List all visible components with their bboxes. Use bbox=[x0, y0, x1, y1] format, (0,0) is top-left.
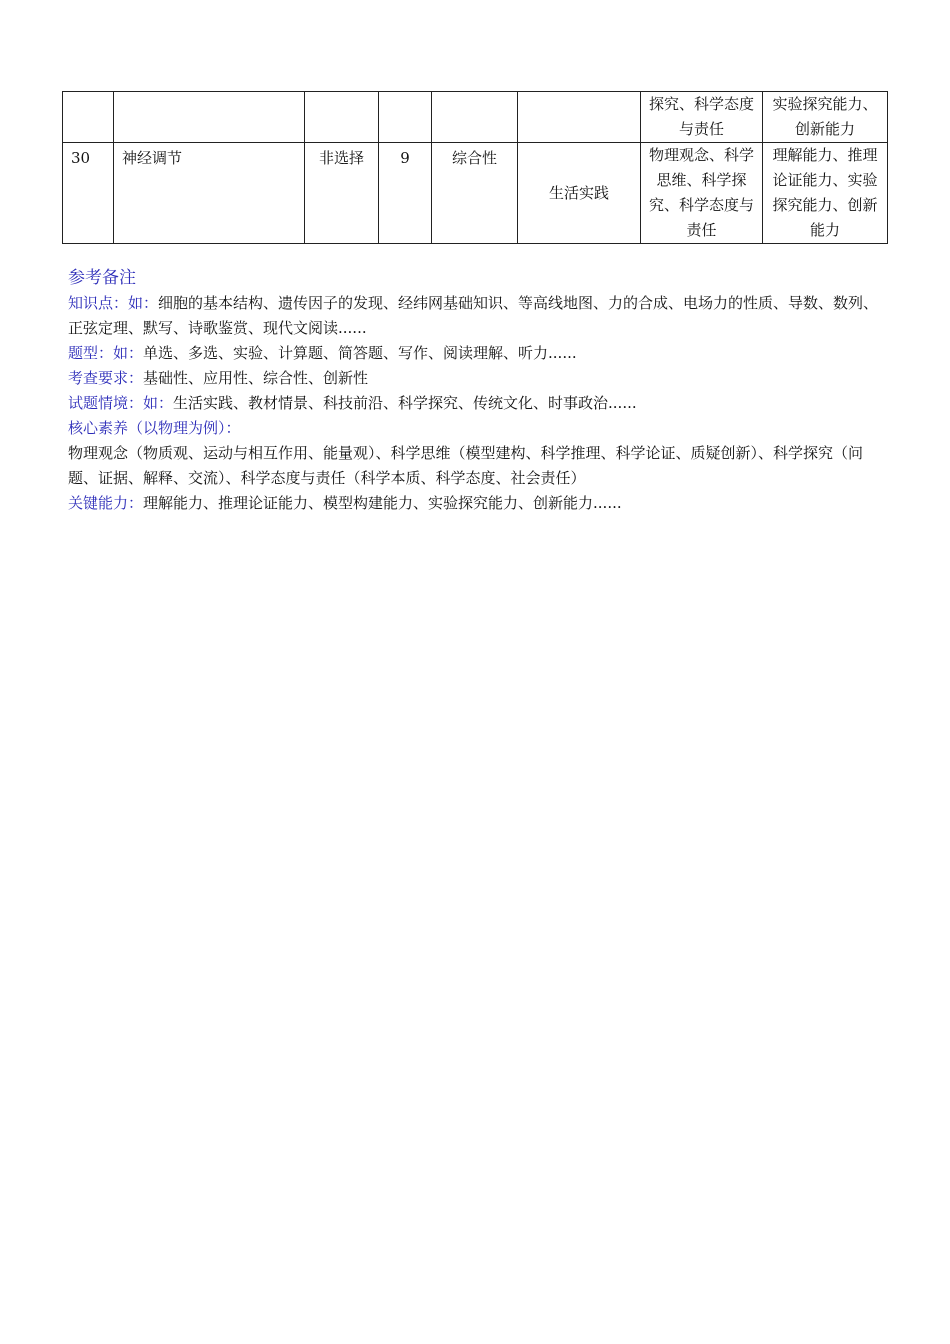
table-row bbox=[63, 143, 888, 244]
requirement-text: 基础性、应用性、综合性、创新性 bbox=[143, 369, 369, 387]
exam-spec-table bbox=[62, 91, 888, 244]
ability-label: 关键能力： bbox=[68, 494, 144, 512]
literacy-text: 物理观念（物质观、运动与相互作用、能量观）、科学思维（模型建构、科学推理、科学论证、质疑创新）、科学探究（问题、证据、解释、交流）、科学态度与责任（科学本质、科学态度、社会责任） bbox=[68, 444, 864, 487]
cell-number: 30 bbox=[63, 143, 114, 244]
cell-question-type bbox=[305, 92, 379, 143]
cell-key-ability bbox=[763, 92, 888, 143]
cell-core-literacy bbox=[641, 143, 763, 244]
cell-score: 9 bbox=[379, 143, 432, 244]
context-label: 试题情境：如： bbox=[68, 394, 174, 412]
cell-requirement bbox=[432, 92, 518, 143]
note-question-type bbox=[68, 341, 888, 366]
key-ability-text: 实验探究能力、创新能力 bbox=[772, 95, 878, 138]
cell-number bbox=[63, 92, 114, 143]
cell-context: 生活实践 bbox=[518, 143, 641, 244]
cell-core-literacy bbox=[641, 92, 763, 143]
type-label: 题型：如： bbox=[68, 344, 144, 362]
requirement-label: 考查要求： bbox=[68, 369, 144, 387]
table-row bbox=[63, 92, 888, 143]
literacy-label: 核心素养（以物理为例）： bbox=[68, 419, 241, 437]
cell-question-type: 非选择 bbox=[305, 143, 379, 244]
note-knowledge-point bbox=[68, 291, 888, 341]
cell-key-ability bbox=[763, 143, 888, 244]
core-literacy-text: 物理观念、科学思维、科学探究、科学态度与责任 bbox=[648, 146, 754, 239]
cell-score bbox=[379, 92, 432, 143]
context-text: 生活实践、教材情景、科技前沿、科学探究、传统文化、时事政治...... bbox=[173, 394, 637, 412]
knowledge-label: 知识点：如： bbox=[68, 294, 159, 312]
notes-title: 参考备注 bbox=[68, 268, 136, 288]
note-literacy-body bbox=[68, 441, 888, 491]
cell-context bbox=[518, 92, 641, 143]
ability-text: 理解能力、推理论证能力、模型构建能力、实验探究能力、创新能力...... bbox=[143, 494, 622, 512]
note-context bbox=[68, 391, 888, 416]
note-literacy-heading bbox=[68, 416, 888, 441]
key-ability-text: 理解能力、推理论证能力、实验探究能力、创新能力 bbox=[772, 146, 878, 239]
note-key-ability bbox=[68, 491, 888, 516]
cell-knowledge-point: 神经调节 bbox=[114, 143, 305, 244]
knowledge-text: 细胞的基本结构、遗传因子的发现、经纬网基础知识、等高线地图、力的合成、电场力的性质、导数、数列、正弦定理、默写、诗歌鉴赏、现代文阅读...... bbox=[68, 294, 879, 337]
core-literacy-text: 探究、科学态度与责任 bbox=[648, 95, 754, 138]
type-text: 单选、多选、实验、计算题、简答题、写作、阅读理解、听力...... bbox=[143, 344, 577, 362]
cell-knowledge-point bbox=[114, 92, 305, 143]
reference-notes bbox=[68, 265, 888, 516]
cell-requirement: 综合性 bbox=[432, 143, 518, 244]
note-requirement bbox=[68, 366, 888, 391]
